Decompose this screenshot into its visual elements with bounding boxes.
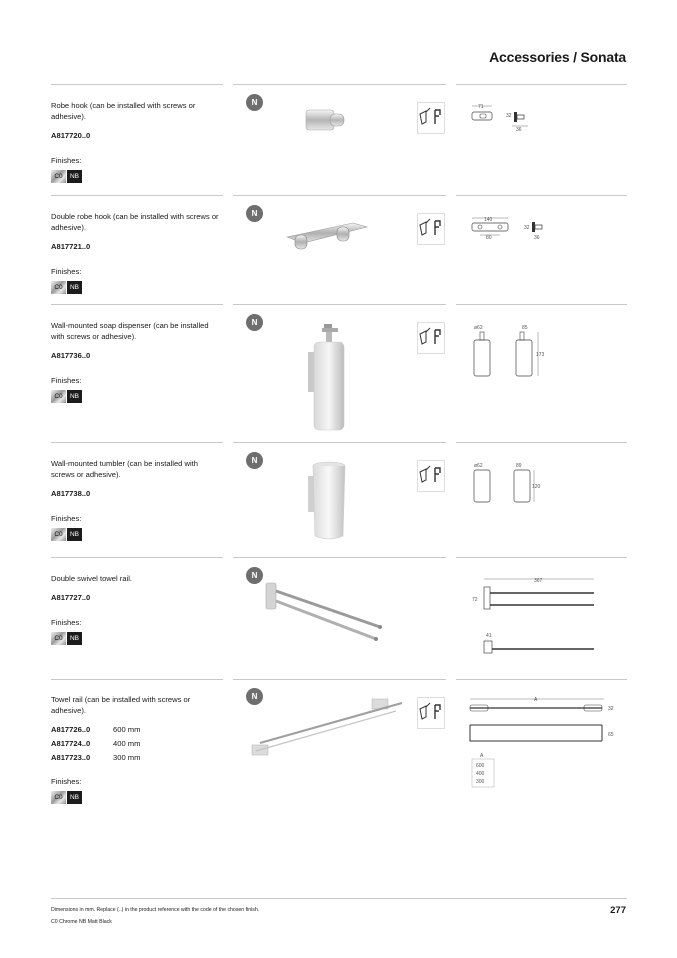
product-code: A817738..0 xyxy=(51,489,91,498)
finishes-label: Finishes: xyxy=(51,514,82,523)
product-description-block xyxy=(51,100,221,183)
row-divider xyxy=(51,679,223,680)
product-size: 600 mm xyxy=(113,724,141,734)
finish-swatch-chrome: C0 xyxy=(51,632,66,645)
product-description-block xyxy=(51,573,221,645)
finish-swatches xyxy=(51,390,221,403)
dimension-label: 41 xyxy=(486,633,492,639)
product-row-double-swivel-towel-rail xyxy=(0,557,677,678)
finishes-label: Finishes: xyxy=(51,618,82,627)
row-divider xyxy=(456,442,627,443)
new-badge: N xyxy=(246,94,263,111)
finish-swatch-matt-black: NB xyxy=(67,170,82,183)
towel-rail-dimension-drawing xyxy=(464,693,624,797)
dimension-label: 173 xyxy=(536,352,545,358)
finish-swatches xyxy=(51,281,221,294)
finish-swatch-matt-black: NB xyxy=(67,281,82,294)
mounting-screws-adhesive-icon xyxy=(417,460,445,492)
product-code: A817721..0 xyxy=(51,242,91,251)
new-badge: N xyxy=(246,314,263,331)
row-divider xyxy=(233,195,446,196)
row-divider xyxy=(233,304,446,305)
row-divider xyxy=(51,84,223,85)
row-divider xyxy=(456,679,627,680)
product-row-robe-hook xyxy=(0,84,677,194)
finish-swatch-chrome: C0 xyxy=(51,281,66,294)
new-badge: N xyxy=(246,567,263,584)
dimension-label: ø62 xyxy=(474,463,483,469)
new-badge: N xyxy=(246,688,263,705)
mounting-screws-adhesive-icon xyxy=(417,213,445,245)
finishes-label: Finishes: xyxy=(51,156,82,165)
dimension-label: 65 xyxy=(608,732,614,738)
size-table-value: 600 xyxy=(476,763,485,769)
finishes-label: Finishes: xyxy=(51,267,82,276)
row-divider xyxy=(51,195,223,196)
tumbler-dimension-drawing xyxy=(468,460,552,510)
product-description: Double swivel towel rail. xyxy=(51,574,133,583)
row-divider xyxy=(51,304,223,305)
row-divider xyxy=(233,442,446,443)
finish-swatches xyxy=(51,791,221,804)
size-table-value: 400 xyxy=(476,771,485,777)
finish-swatches xyxy=(51,528,221,541)
product-code: A817724..0 xyxy=(51,738,91,748)
dimension-label: 140 xyxy=(484,217,493,223)
finish-swatch-chrome: C0 xyxy=(51,528,66,541)
dimension-label: ø62 xyxy=(474,325,483,331)
dimension-label: 85 xyxy=(522,325,528,331)
product-code: A817736..0 xyxy=(51,351,91,360)
robe-hook-dimension-drawing xyxy=(468,100,538,134)
product-description: Wall-mounted soap dispenser (can be installed with screws or adhesive). xyxy=(51,321,209,341)
finish-swatches xyxy=(51,632,221,645)
finishes-label: Finishes: xyxy=(51,376,82,385)
double-robe-hook-product-image xyxy=(283,217,373,261)
row-divider xyxy=(51,442,223,443)
product-variant xyxy=(51,750,221,764)
finish-swatch-matt-black: NB xyxy=(67,528,82,541)
dimension-label: A xyxy=(534,697,538,703)
product-description-block xyxy=(51,211,221,294)
footer-divider xyxy=(51,898,627,899)
product-description-block xyxy=(51,694,221,804)
product-row-soap-dispenser xyxy=(0,304,677,441)
dimension-label: 80 xyxy=(486,235,492,241)
product-description: Double robe hook (can be installed with screws or adhesive). xyxy=(51,212,219,232)
product-variant xyxy=(51,722,221,736)
product-size: 400 mm xyxy=(113,738,141,748)
product-code: A817720..0 xyxy=(51,131,91,140)
product-description-block xyxy=(51,320,221,403)
finish-swatches xyxy=(51,170,221,183)
new-badge: N xyxy=(246,205,263,222)
product-description: Towel rail (can be installed with screws or adhesive). xyxy=(51,695,191,715)
finish-swatch-matt-black: NB xyxy=(67,390,82,403)
finish-swatch-chrome: C0 xyxy=(51,170,66,183)
row-divider xyxy=(233,679,446,680)
finish-swatch-chrome: C0 xyxy=(51,791,66,804)
finish-swatch-chrome: C0 xyxy=(51,390,66,403)
page-number: 277 xyxy=(610,905,626,916)
product-variant-list xyxy=(51,722,221,764)
double-swivel-towel-rail-dimension-drawing xyxy=(470,575,600,671)
product-description-block xyxy=(51,458,221,541)
dimension-label: 71 xyxy=(478,104,484,110)
row-divider xyxy=(51,557,223,558)
dimension-label: 89 xyxy=(516,463,522,469)
row-divider xyxy=(456,557,627,558)
tumbler-product-image xyxy=(300,456,360,546)
product-code: A817726..0 xyxy=(51,724,91,734)
product-row-tumbler xyxy=(0,442,677,556)
dimension-label: 72 xyxy=(472,597,478,603)
robe-hook-product-image xyxy=(300,100,360,140)
mounting-screws-adhesive-icon xyxy=(417,322,445,354)
page-title: Accessories / Sonata xyxy=(489,49,626,65)
row-divider xyxy=(233,84,446,85)
footer-note: Dimensions in mm. Replace (..) in the product reference with the code of the chosen finish. xyxy=(51,907,260,913)
mounting-screws-adhesive-icon xyxy=(417,697,445,729)
dimension-label: 36 xyxy=(534,235,540,241)
product-row-towel-rail xyxy=(0,679,677,829)
product-description: Robe hook (can be installed with screws or adhesive). xyxy=(51,101,196,121)
mounting-screws-adhesive-icon xyxy=(417,102,445,134)
finish-legend: C0 Chrome NB Matt Black xyxy=(51,919,112,925)
product-row-double-robe-hook xyxy=(0,195,677,303)
product-code: A817727..0 xyxy=(51,593,91,602)
row-divider xyxy=(456,195,627,196)
row-divider xyxy=(456,304,627,305)
size-table-value: 300 xyxy=(476,779,485,785)
finish-swatch-matt-black: NB xyxy=(67,632,82,645)
row-divider xyxy=(233,557,446,558)
product-code: A817723..0 xyxy=(51,752,91,762)
double-swivel-towel-rail-product-image xyxy=(262,577,388,647)
dimension-label: 32 xyxy=(524,225,530,231)
dimension-label: 36 xyxy=(516,127,522,133)
finish-swatch-matt-black: NB xyxy=(67,791,82,804)
soap-dispenser-dimension-drawing xyxy=(468,322,552,382)
dimension-label: 32 xyxy=(506,113,512,119)
product-description: Wall-mounted tumbler (can be installed with screws or adhesive). xyxy=(51,459,199,479)
new-badge: N xyxy=(246,452,263,469)
product-variant xyxy=(51,736,221,750)
dimension-label: 120 xyxy=(532,484,541,490)
towel-rail-product-image xyxy=(242,695,408,761)
dimension-label: 367 xyxy=(534,578,543,584)
double-robe-hook-dimension-drawing xyxy=(468,213,552,249)
soap-dispenser-product-image xyxy=(300,318,360,436)
product-size: 300 mm xyxy=(113,752,141,762)
finishes-label: Finishes: xyxy=(51,777,82,786)
row-divider xyxy=(456,84,627,85)
dimension-label: 32 xyxy=(608,706,614,712)
dimension-label: A xyxy=(480,753,484,759)
